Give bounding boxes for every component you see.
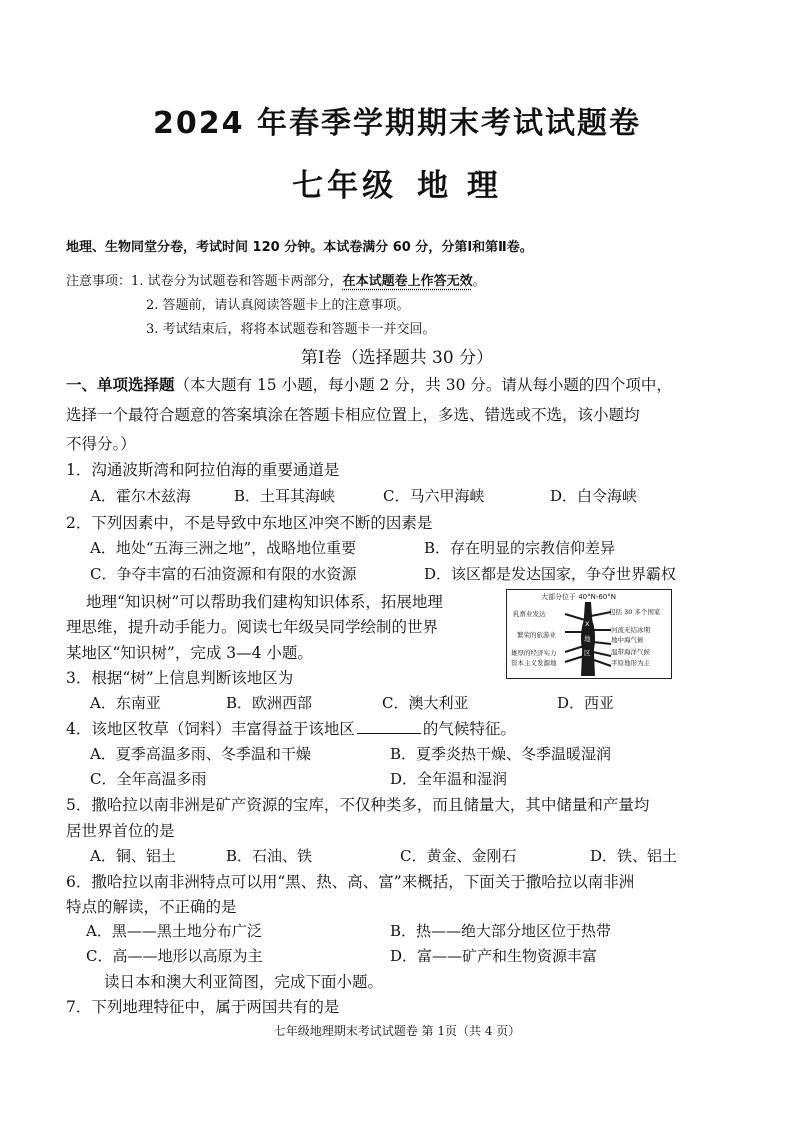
notes-label: 注意事项：	[66, 274, 132, 289]
part1-line-2: 选择一个最符合题意的答案填涂在答题卡相应位置上，多选、错选或不选，该小题均	[66, 406, 640, 424]
read-instruction: 读日本和澳大利亚简图，完成下面小题。	[104, 973, 384, 991]
question-4-stem	[66, 717, 516, 739]
question-4-option-b: B．夏季炎热干燥、冬季温暖湿润	[390, 745, 612, 763]
tree-right-5: 平原地形为主	[611, 659, 650, 667]
tree-left-2: 繁荣的旅游业	[517, 631, 556, 639]
question-6-option-c: C．高——地形以高原为主	[86, 947, 263, 965]
answer-blank	[357, 719, 421, 734]
question-2-option-c: C．争夺丰富的石油资源和有限的水资源	[90, 565, 357, 583]
exam-subtitle	[0, 160, 794, 205]
part1-line-3: 不得分。）	[66, 435, 136, 453]
notes-line-1	[66, 270, 486, 289]
material-line-3: 某地区“知识树”，完成 3—4 小题。	[66, 644, 313, 662]
question-4-option-a: A．夏季高温多雨、冬季温和干燥	[90, 745, 311, 763]
part1-line-1	[66, 373, 672, 395]
tree-trunk-x: X	[585, 620, 590, 628]
exam-title: 2024 年春季学期期末考试试题卷	[153, 106, 641, 141]
question-4-option-d: D．全年温和湿润	[390, 770, 508, 788]
question-2-option-b: B．存在明显的宗教信仰差异	[424, 539, 616, 557]
question-5-stem-1: 5．撒哈拉以南非洲是矿产资源的宝库，不仅种类多，而且储量大，其中储量和产量均	[66, 796, 650, 814]
question-6-option-d: D．富——矿产和生物资源丰富	[390, 947, 598, 965]
question-6-stem-2: 特点的解读，不正确的是	[66, 898, 237, 916]
question-7-stem: 7．下列地理特征中，属于两国共有的是	[66, 998, 340, 1016]
question-1-option-d: D．白令海峡	[550, 487, 638, 505]
tree-trunk-di: 地	[584, 635, 591, 643]
page-footer: 七年级地理期末考试试题卷 第 1页（共 4 页）	[273, 1024, 521, 1038]
question-3-stem: 3．根据“树”上信息判断该地区为	[66, 669, 294, 687]
question-6-option-a: A．黑——黑土地分布广泛	[86, 922, 262, 940]
section-title: 第Ⅰ卷（选择题共 30 分）	[300, 348, 494, 368]
question-6-option-b: B．热——绝大部分地区位于热带	[390, 922, 612, 940]
question-2-option-a: A．地处“五海三洲之地”，战略地位重要	[90, 539, 357, 557]
tree-trunk-qu: 区	[584, 649, 591, 657]
question-3-option-a: A．东南亚	[90, 694, 161, 712]
tree-right-1: 包括 30 多个国家	[609, 608, 661, 616]
question-5-stem-2: 居世界首位的是	[66, 822, 175, 840]
notes-item-3: 3. 考试结束后，将将本试题卷和答题卡一并交回。	[146, 322, 436, 337]
part1-heading: 一、单项选择题	[66, 376, 175, 394]
question-5-option-d: D．铁、铝土	[590, 847, 678, 865]
part1-instruction-1: （本大题有 15 小题，每小题 2 分，共 30 分。请从每小题的四个项中，	[174, 376, 672, 394]
tree-left-4: 资本主义发源地	[511, 659, 557, 667]
notes-item-1-emphasis: 在本试题卷上作答无效	[342, 274, 473, 289]
question-5-option-c: C．黄金、金刚石	[400, 847, 517, 865]
question-6-stem-1: 6．撒哈拉以南非洲特点可以用“黑、热、高、富”来概括，下面关于撒哈拉以南非洲	[66, 873, 635, 891]
knowledge-tree-figure	[506, 589, 672, 679]
question-1-stem: 1．沟通波斯湾和阿拉伯海的重要通道是	[66, 461, 340, 479]
question-5-option-b: B．石油、铁	[226, 847, 313, 865]
question-1-option-c: C．马六甲海峡	[383, 487, 485, 505]
question-5-option-a: A．铜、铝土	[90, 847, 176, 865]
question-3-option-b: B．欧洲西部	[226, 694, 313, 712]
notes-item-2: 2. 答题前，请认真阅读答题卡上的注意事项。	[146, 298, 410, 313]
question-2-stem: 2．下列因素中，不是导致中东地区冲突不断的因素是	[66, 514, 433, 532]
question-4-stem-start: 4．该地区牧草（饲料）丰富得益于该地区	[66, 720, 355, 738]
tree-right-3: 地中海气候	[611, 636, 644, 644]
notes-item-1: 1. 试卷分为试题卷和答题卡两部分，	[131, 274, 343, 289]
question-3-option-c: C．澳大利亚	[382, 694, 469, 712]
question-2-option-d: D．该区都是发达国家，争夺世界霸权	[424, 565, 677, 583]
question-1-option-b: B．土耳其海峡	[234, 487, 336, 505]
notes-item-1-end: 。	[472, 274, 486, 289]
tree-left-1: 乳畜业发达	[513, 610, 546, 618]
tree-left-3: 雄厚的经济实力	[511, 649, 557, 657]
tree-right-2: 河流无结冰期	[611, 626, 650, 634]
question-4-option-c: C．全年高温多雨	[90, 770, 207, 788]
subject-label: 地 理	[417, 168, 502, 204]
exam-intro: 地理、生物同堂分卷，考试时间 120 分钟。本试卷满分 60 分，分第Ⅰ和第Ⅱ卷。	[66, 240, 533, 255]
tree-right-4: 温带海洋气候	[611, 648, 650, 656]
question-3-option-d: D．西亚	[557, 694, 615, 712]
grade-label: 七年级	[292, 168, 398, 204]
material-line-1: 地理“知识树”可以帮助我们建构知识体系，拓展地理	[86, 593, 443, 611]
question-4-stem-end: 的气候特征。	[422, 720, 516, 738]
question-1-option-a: A．霍尔木兹海	[90, 487, 191, 505]
material-line-2: 理思维，提升动手能力。阅读七年级吴同学绘制的世界	[66, 618, 439, 636]
tree-top-label: 大部分位于 40°N-60°N	[541, 593, 617, 601]
